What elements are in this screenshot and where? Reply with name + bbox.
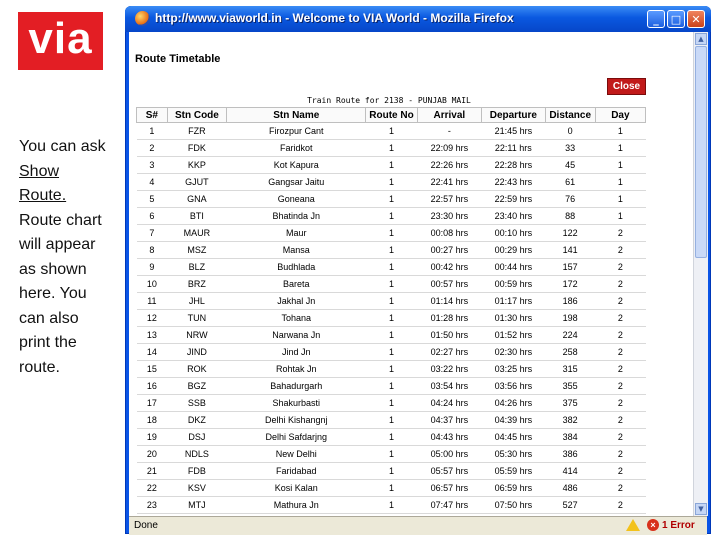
table-cell: KSV [167,480,226,497]
slide-note [19,135,119,380]
table-cell: 22 [137,480,168,497]
table-cell: 13 [137,327,168,344]
table-row [137,208,646,225]
table-cell: FZR [167,123,226,140]
table-cell: 1 [366,157,417,174]
table-cell: 2 [595,395,645,412]
table-cell: 01:52 hrs [482,327,545,344]
table-cell: 4 [137,174,168,191]
table-row [137,497,646,514]
table-cell: MTJ [167,497,226,514]
table-cell: 33 [545,140,595,157]
table-cell: 22:09 hrs [417,140,482,157]
column-header: Arrival [417,108,482,123]
table-cell: 2 [595,225,645,242]
table-cell: FDK [167,140,226,157]
table-cell: 14 [137,344,168,361]
table-cell: Kot Kapura [227,157,366,174]
table-cell: Gangsar Jaitu [227,174,366,191]
table-cell: Delhi Kishangnj [227,412,366,429]
table-cell: 486 [545,480,595,497]
table-row [137,259,646,276]
table-cell: 22:43 hrs [482,174,545,191]
column-header: S# [137,108,168,123]
table-cell: 0 [545,123,595,140]
note-line: route. [19,358,60,376]
table-cell: 16 [137,378,168,395]
table-cell: 9 [137,259,168,276]
table-row [137,446,646,463]
table-row [137,429,646,446]
table-cell: DSJ [167,429,226,446]
route-table [136,107,646,514]
table-cell: 527 [545,497,595,514]
table-cell: 88 [545,208,595,225]
column-header: Stn Code [167,108,226,123]
table-cell: 23:30 hrs [417,208,482,225]
column-header: Distance [545,108,595,123]
table-cell: 315 [545,361,595,378]
table-cell: 22:57 hrs [417,191,482,208]
browser-window [125,6,711,534]
table-cell: 1 [366,310,417,327]
maximize-button[interactable] [667,10,685,28]
note-line: You can ask [19,138,106,155]
table-cell: 02:30 hrs [482,344,545,361]
table-cell: 1 [595,208,645,225]
table-cell: TUN [167,310,226,327]
table-cell: 06:57 hrs [417,480,482,497]
table-cell: MSZ [167,242,226,259]
table-cell: NRW [167,327,226,344]
column-header: Departure [482,108,545,123]
table-cell: 1 [366,446,417,463]
table-cell: 1 [366,242,417,259]
status-text: Done [134,520,158,531]
table-cell: 22:28 hrs [482,157,545,174]
table-row [137,395,646,412]
table-cell: 1 [595,191,645,208]
table-cell: 05:30 hrs [482,446,545,463]
table-cell: 76 [545,191,595,208]
table-row [137,480,646,497]
table-cell: New Delhi [227,446,366,463]
table-cell: KKP [167,157,226,174]
table-cell: 2 [595,412,645,429]
table-cell: 2 [595,378,645,395]
table-row [137,412,646,429]
table-cell: 1 [366,225,417,242]
table-cell: Faridkot [227,140,366,157]
table-cell: 45 [545,157,595,174]
table-cell: Budhlada [227,259,366,276]
table-cell: 2 [137,140,168,157]
table-cell: 22:59 hrs [482,191,545,208]
note-line-route: Route. [19,187,67,204]
error-icon[interactable]: × [647,519,659,531]
table-cell: MAUR [167,225,226,242]
table-cell: Maur [227,225,366,242]
table-cell: - [417,123,482,140]
table-cell: 01:14 hrs [417,293,482,310]
table-cell: 7 [137,225,168,242]
table-cell: BTI [167,208,226,225]
table-cell: Narwana Jn [227,327,366,344]
table-cell: Faridabad [227,463,366,480]
table-cell: 1 [595,157,645,174]
table-cell: DKZ [167,412,226,429]
table-cell: 03:22 hrs [417,361,482,378]
table-cell: Jakhal Jn [227,293,366,310]
table-cell: Kosi Kalan [227,480,366,497]
table-cell: 2 [595,429,645,446]
table-cell: 1 [366,463,417,480]
table-cell: 1 [366,497,417,514]
table-cell: 122 [545,225,595,242]
table-row [137,191,646,208]
table-cell: 2 [595,497,645,514]
page-title: Route Timetable [135,53,221,65]
title-bar[interactable] [125,6,711,32]
table-cell: 04:43 hrs [417,429,482,446]
window-close-button[interactable] [687,10,705,28]
firefox-icon [135,11,150,26]
table-row [137,242,646,259]
table-cell: 258 [545,344,595,361]
close-button[interactable]: Close [607,78,646,95]
table-cell: 2 [595,276,645,293]
scroll-up-icon[interactable]: ▲ [695,33,707,45]
table-cell: 5 [137,191,168,208]
table-row [137,378,646,395]
table-cell: 1 [366,293,417,310]
table-cell: 382 [545,412,595,429]
table-cell: 8 [137,242,168,259]
table-cell: 2 [595,463,645,480]
column-header: Day [595,108,645,123]
table-cell: 1 [366,327,417,344]
table-cell: 05:00 hrs [417,446,482,463]
table-cell: 00:29 hrs [482,242,545,259]
table-cell: 1 [595,174,645,191]
table-row [137,310,646,327]
warning-icon[interactable] [626,519,640,531]
maximize-icon: □ [670,12,682,26]
vertical-scrollbar[interactable] [693,32,708,516]
via-logo [18,12,103,70]
table-cell: 172 [545,276,595,293]
table-cell: 12 [137,310,168,327]
table-cell: 11 [137,293,168,310]
table-cell: 00:57 hrs [417,276,482,293]
table-cell: 21:45 hrs [482,123,545,140]
table-cell: 03:54 hrs [417,378,482,395]
table-cell: 2 [595,259,645,276]
table-row [137,174,646,191]
table-cell: Mathura Jn [227,497,366,514]
note-line: will appear [19,236,96,253]
table-cell: 1 [366,191,417,208]
error-count[interactable]: 1 Error [662,520,695,531]
table-cell: 1 [366,259,417,276]
table-cell: 1 [366,361,417,378]
table-cell: Firozpur Cant [227,123,366,140]
table-cell: Mansa [227,242,366,259]
note-line-show: Show [19,162,60,180]
table-cell: 05:59 hrs [482,463,545,480]
table-cell: 15 [137,361,168,378]
minimize-icon: _ [653,12,659,26]
table-cell: 06:59 hrs [482,480,545,497]
table-cell: 2 [595,310,645,327]
status-bar [129,516,707,535]
table-cell: 22:41 hrs [417,174,482,191]
table-cell: 00:08 hrs [417,225,482,242]
table-cell: 07:47 hrs [417,497,482,514]
table-cell: 22:11 hrs [482,140,545,157]
table-cell: 1 [595,123,645,140]
table-cell: 23 [137,497,168,514]
table-cell: JHL [167,293,226,310]
table-cell: Shakurbasti [227,395,366,412]
table-cell: 02:27 hrs [417,344,482,361]
table-cell: 01:50 hrs [417,327,482,344]
note-line: print the [19,334,77,351]
table-cell: 19 [137,429,168,446]
table-cell: 00:44 hrs [482,259,545,276]
table-cell: 22:26 hrs [417,157,482,174]
table-cell: 2 [595,480,645,497]
table-row [137,361,646,378]
table-cell: 355 [545,378,595,395]
table-cell: 1 [366,344,417,361]
table-cell: 375 [545,395,595,412]
table-cell: 1 [366,412,417,429]
table-cell: 3 [137,157,168,174]
table-cell: SSB [167,395,226,412]
table-row [137,344,646,361]
table-cell: 1 [366,123,417,140]
table-row [137,140,646,157]
table-cell: Bareta [227,276,366,293]
table-cell: 1 [366,395,417,412]
table-cell: 10 [137,276,168,293]
column-header: Route No [366,108,417,123]
table-cell: 1 [366,140,417,157]
table-cell: 00:27 hrs [417,242,482,259]
table-cell: 2 [595,327,645,344]
table-cell: GNA [167,191,226,208]
minimize-button[interactable] [647,10,665,28]
table-cell: FDB [167,463,226,480]
note-line: here. You [19,285,87,302]
table-cell: 6 [137,208,168,225]
scroll-thumb[interactable] [695,46,707,258]
table-cell: 1 [366,174,417,191]
table-cell: 1 [366,480,417,497]
page-content [129,32,693,516]
table-cell: 1 [137,123,168,140]
table-cell: 00:10 hrs [482,225,545,242]
table-row [137,293,646,310]
table-cell: 198 [545,310,595,327]
table-cell: 01:28 hrs [417,310,482,327]
table-cell: BGZ [167,378,226,395]
table-cell: 386 [545,446,595,463]
table-cell: 2 [595,242,645,259]
table-cell: 1 [595,140,645,157]
table-cell: 384 [545,429,595,446]
table-cell: ROK [167,361,226,378]
table-cell: Jind Jn [227,344,366,361]
table-row [137,276,646,293]
table-row [137,327,646,344]
table-cell: 21 [137,463,168,480]
table-cell: GJUT [167,174,226,191]
table-cell: 03:25 hrs [482,361,545,378]
logo-text: via [28,14,93,63]
table-cell: 1 [366,276,417,293]
table-cell: 01:30 hrs [482,310,545,327]
note-line: Route chart [19,211,102,229]
table-cell: 17 [137,395,168,412]
note-line: as shown [19,260,87,278]
train-route-caption: Train Route for 2138 - PUNJAB MAIL [307,96,471,105]
table-cell: BRZ [167,276,226,293]
table-cell: 18 [137,412,168,429]
table-cell: 00:42 hrs [417,259,482,276]
table-cell: 23:40 hrs [482,208,545,225]
table-cell: 1 [366,208,417,225]
table-cell: Bahadurgarh [227,378,366,395]
table-cell: 1 [366,378,417,395]
window-title: http://www.viaworld.in - Welcome to VIA World - Mozilla Firefox [155,11,514,25]
column-header: Stn Name [227,108,366,123]
table-cell: 414 [545,463,595,480]
table-row [137,463,646,480]
table-cell: 04:45 hrs [482,429,545,446]
scroll-down-icon[interactable]: ▼ [695,503,707,515]
table-cell: 03:56 hrs [482,378,545,395]
table-cell: 186 [545,293,595,310]
table-cell: 01:17 hrs [482,293,545,310]
table-cell: 224 [545,327,595,344]
table-cell: 2 [595,361,645,378]
table-cell: 04:37 hrs [417,412,482,429]
table-cell: 07:50 hrs [482,497,545,514]
table-cell: Bhatinda Jn [227,208,366,225]
table-cell: Tohana [227,310,366,327]
table-cell: 2 [595,344,645,361]
table-row [137,123,646,140]
table-cell: 04:26 hrs [482,395,545,412]
note-line: can also [19,309,79,327]
table-cell: Rohtak Jn [227,361,366,378]
table-cell: BLZ [167,259,226,276]
table-cell: NDLS [167,446,226,463]
table-cell: Goneana [227,191,366,208]
table-cell: 00:59 hrs [482,276,545,293]
table-cell: 61 [545,174,595,191]
table-cell: 141 [545,242,595,259]
table-header-row [137,108,646,123]
table-cell: Delhi Safdarjng [227,429,366,446]
table-row [137,225,646,242]
close-icon: ✕ [691,12,701,26]
table-cell: 2 [595,446,645,463]
table-cell: 2 [595,293,645,310]
table-cell: JIND [167,344,226,361]
table-cell: 20 [137,446,168,463]
table-cell: 05:57 hrs [417,463,482,480]
table-cell: 04:39 hrs [482,412,545,429]
table-cell: 157 [545,259,595,276]
table-row [137,157,646,174]
table-cell: 1 [366,429,417,446]
table-cell: 04:24 hrs [417,395,482,412]
